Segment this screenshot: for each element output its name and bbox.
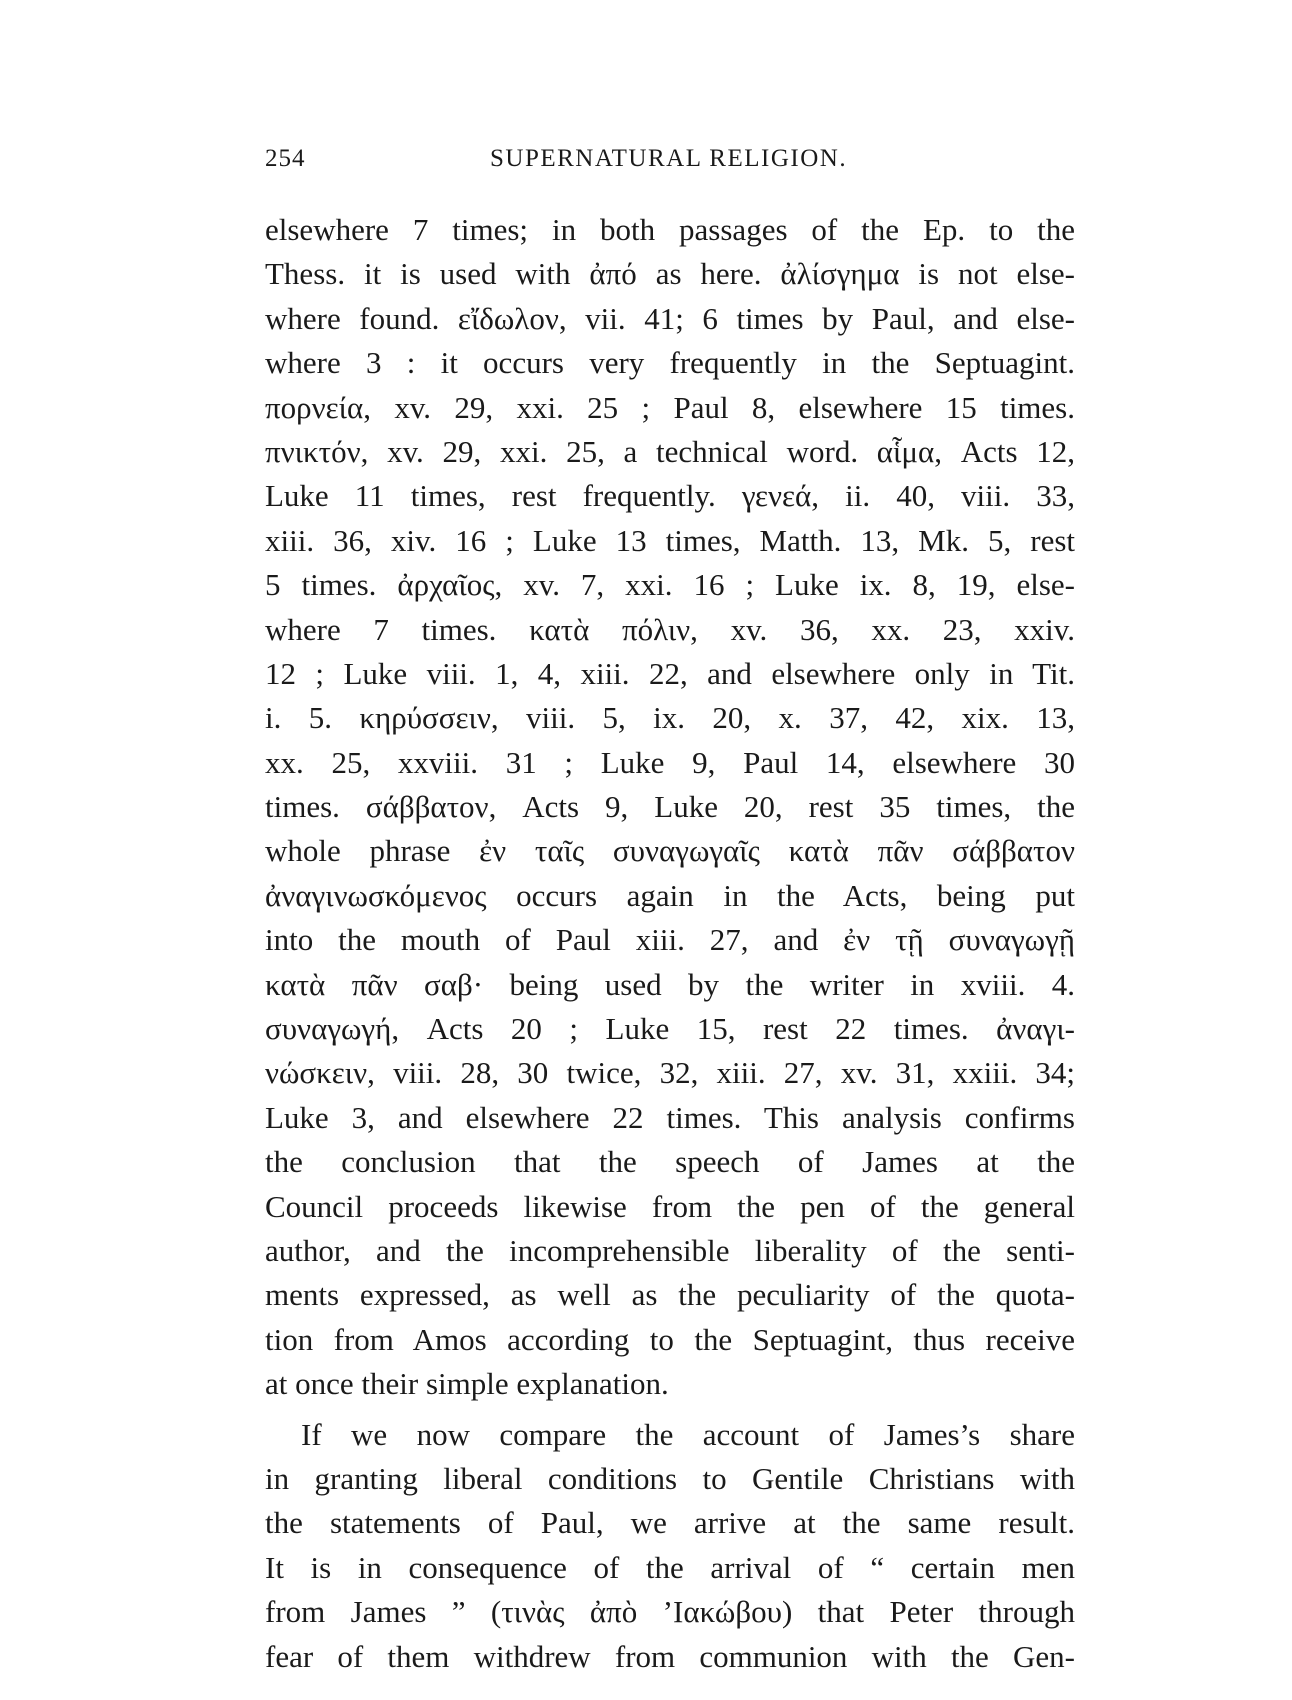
text-line: Thess. it is used with ἀπό as here. ἀλίσγημα is not else- [265,256,1075,292]
text-line: Luke 3, and elsewhere 22 times. This analysis confirms [265,1099,1075,1135]
body-text [265,208,1075,1679]
text-line: fear of them withdrew from communion with the Gen- [265,1638,1075,1674]
text-line: κατὰ πᾶν σαβ· being used by the writer in xviii. 4. [265,966,1075,1002]
text-line: where 7 times. κατὰ πόλιν, xv. 36, xx. 23, xxiv. [265,611,1075,647]
text-line: 12 ; Luke viii. 1, 4, xiii. 22, and elsewhere only in Tit. [265,655,1075,691]
text-line: the statements of Paul, we arrive at the same result. [265,1505,1075,1541]
text-line: Luke 11 times, rest frequently. γενεά, ii. 40, viii. 33, [265,478,1075,514]
running-title: SUPERNATURAL RELIGION. [490,145,848,172]
text-line: elsewhere 7 times; in both passages of the Ep. to the [265,212,1075,247]
paragraph-james-share [265,1413,1075,1679]
text-line: into the mouth of Paul xiii. 27, and ἐν τῇ συναγωγῇ [265,922,1075,958]
text-line: πορνεία, xv. 29, xxi. 25 ; Paul 8, elsewhere 15 times. [265,389,1075,425]
running-head [265,145,1075,175]
text-line: If we now compare the account of James’s share [301,1416,1075,1452]
text-line: συναγωγή, Acts 20 ; Luke 15, rest 22 times. ἀναγι- [265,1011,1075,1047]
text-line: whole phrase ἐν ταῖς συναγωγαῖς κατὰ πᾶν σάββατον [265,833,1075,869]
text-line: tion from Amos according to the Septuagint, thus receive [265,1321,1075,1357]
text-line: the conclusion that the speech of James at the [265,1144,1075,1180]
text-line: author, and the incomprehensible liberality of the senti- [265,1232,1075,1268]
text-line: xx. 25, xxviii. 31 ; Luke 9, Paul 14, elsewhere 30 [265,744,1075,780]
text-line: where 3 : it occurs very frequently in the Septuagint. [265,345,1075,381]
text-line: xiii. 36, xiv. 16 ; Luke 13 times, Matth. 13, Mk. 5, rest [265,522,1075,558]
text-line: 5 times. ἀρχαῖος, xv. 7, xxi. 16 ; Luke ix. 8, 19, else- [265,567,1075,603]
text-line: in granting liberal conditions to Gentile Christians with [265,1460,1075,1496]
text-line: ments expressed, as well as the peculiarity of the quota- [265,1277,1075,1313]
text-line: at once their simple explanation. [265,1366,669,1402]
text-line: i. 5. κηρύσσειν, viii. 5, ix. 20, x. 37, 42, xix. 13, [265,700,1075,736]
text-line: It is in consequence of the arrival of “ certain men [265,1549,1075,1585]
text-line: πνικτόν, xv. 29, xxi. 25, a technical word. αἷμα, Acts 12, [265,433,1075,469]
text-line: νώσκειν, viii. 28, 30 twice, 32, xiii. 27, xv. 31, xxiii. 34; [265,1055,1075,1091]
paragraph-word-analysis [265,208,1075,1407]
page-number: 254 [265,145,306,172]
text-line: where found. εἴδωλον, vii. 41; 6 times by Paul, and else- [265,300,1075,336]
text-line: Council proceeds likewise from the pen of the general [265,1188,1075,1224]
text-line: ἀναγινωσκόμενος occurs again in the Acts, being put [265,877,1075,913]
text-line: times. σάββατον, Acts 9, Luke 20, rest 35 times, the [265,789,1075,825]
text-line: from James ” (τινὰς ἀπὸ ’Ιακώβου) that Peter through [265,1594,1075,1630]
